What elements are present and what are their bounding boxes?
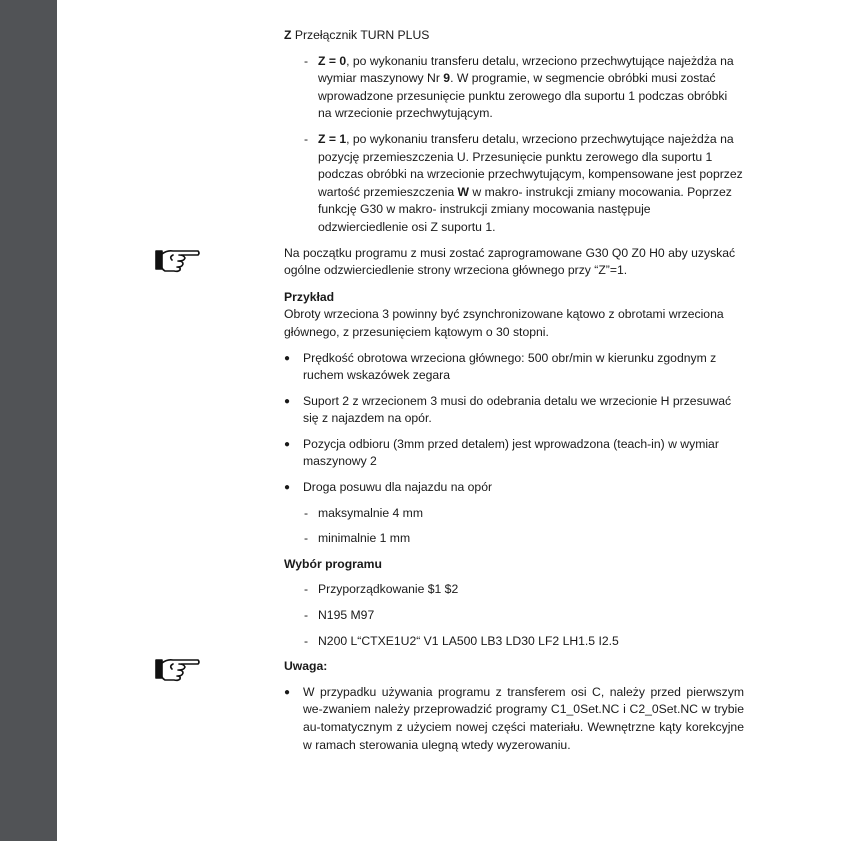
bullet-marker: ● — [284, 438, 291, 450]
list-item — [284, 350, 744, 385]
option-text: . W programie, w segmencie obróbki musi zostać wprowadzone przesunięcie punktu zerowego dla suportu 1 podczas obróbki na wrzecionie przechwytującym. — [318, 71, 728, 121]
program-item — [284, 581, 744, 599]
option-text: w makro- instrukcji zmiany mocowania. Poprzez funkcję G30 w makro- instrukcji zmiany mocowania następuje odzwierciedlenie osi Z suportu 1. — [318, 184, 732, 234]
sub-list-item — [284, 530, 744, 548]
option-key: Z = 1 — [318, 131, 347, 146]
sub-list-item — [284, 505, 744, 523]
sub-list-item-text: maksymalnie 4 mm — [318, 505, 423, 520]
list-item-text: Pozycja odbioru (3mm przed detalem) jest wprowadzona (teach-in) w wymiar maszynowy 2 — [303, 436, 719, 469]
bullet-marker: ● — [284, 352, 291, 364]
list-item-text: Droga posuwu dla najazdu na opór — [303, 480, 493, 495]
program-title: Wybór programu — [284, 556, 382, 571]
program-item-text: N200 L“CTXE1U2“ V1 LA500 LB3 LD30 LF2 LH1.5 I2.5 — [318, 633, 619, 648]
list-item — [284, 393, 744, 428]
dash-marker: - — [304, 608, 309, 623]
list-item-text: Prędkość obrotowa wrzeciona głównego: 500 obr/min w kierunku zgodnym z ruchem wskazówek zegara — [303, 350, 717, 383]
warning-item — [284, 684, 744, 754]
program-item-text: Przyporządkowanie $1 $2 — [318, 582, 459, 597]
machine-dimension-number: 9 — [443, 71, 451, 86]
section-heading — [284, 27, 744, 45]
dash-marker: - — [304, 131, 309, 146]
note-text: Na początku programu z musi zostać zaprogramowane G30 Q0 Z0 H0 aby uzyskać ogólne odzwierciedlenie strony wrzeciona głównego przy “Z”=1. — [284, 245, 736, 278]
example-text: Obroty wrzeciona 3 powinny być zsynchronizowane kątowo z obrotami wrzeciona głównego, z przesunięciem kątowym o 30 stopni. — [284, 307, 724, 339]
program-item — [284, 633, 744, 651]
option-text: , po wykonaniu transferu detalu, wrzeciono przechwytujące najeżdża na wymiar maszynowy Nr — [318, 53, 734, 86]
sub-list-item-text: minimalnie 1 mm — [318, 531, 411, 546]
dash-marker: - — [304, 582, 309, 597]
option-z0 — [284, 53, 744, 123]
program-item — [284, 607, 744, 625]
bullet-marker: ● — [284, 482, 291, 494]
pointing-hand-icon — [155, 247, 201, 273]
list-item — [284, 479, 744, 497]
heading-title: Przełącznik TURN PLUS — [294, 28, 430, 42]
warning-title: Uwaga: — [284, 659, 328, 674]
bullet-marker: ● — [284, 395, 291, 407]
program-item-text: N195 M97 — [318, 608, 375, 623]
pointing-hand-icon — [155, 656, 201, 682]
option-z1 — [284, 131, 744, 237]
example-title: Przykład — [284, 289, 335, 304]
document-body — [284, 27, 744, 754]
dash-marker: - — [304, 633, 309, 648]
dash-marker: - — [304, 531, 309, 546]
dash-marker: - — [304, 505, 309, 520]
warning-text: W przypadku używania programu z transferem osi C, należy przed pierwszym we-zwaniem należy przeprowadzić programy C1_0Set.NC i C2_0Set.NC w trybie au-tomatycznym z użyciem nowej części materiału. Wewnętrzne kąty korekcyjne w ramach sterowania ulegną wtedy wyzerowaniu. — [303, 684, 744, 752]
offset-symbol: W — [457, 184, 470, 199]
page-side-bar — [0, 0, 57, 841]
option-key: Z = 0 — [318, 53, 347, 68]
option-text: , po wykonaniu transferu detalu, wrzeciono przechwytujące najeżdża na pozycję przemieszczenia U. Przesunięcie punktu zerowego dla suportu 1 podczas obróbki na wrzecionie przechwytującym, kompensowane jest poprzez wartość przemieszczenia — [318, 131, 743, 199]
bullet-marker: ● — [284, 686, 291, 698]
dash-marker: - — [304, 53, 309, 68]
list-item-text: Suport 2 z wrzecionem 3 musi do odebrania detalu we wrzecionie H przesuwać się z najazdem na opór. — [303, 393, 732, 426]
list-item — [284, 436, 744, 471]
heading-letter: Z — [284, 28, 292, 42]
